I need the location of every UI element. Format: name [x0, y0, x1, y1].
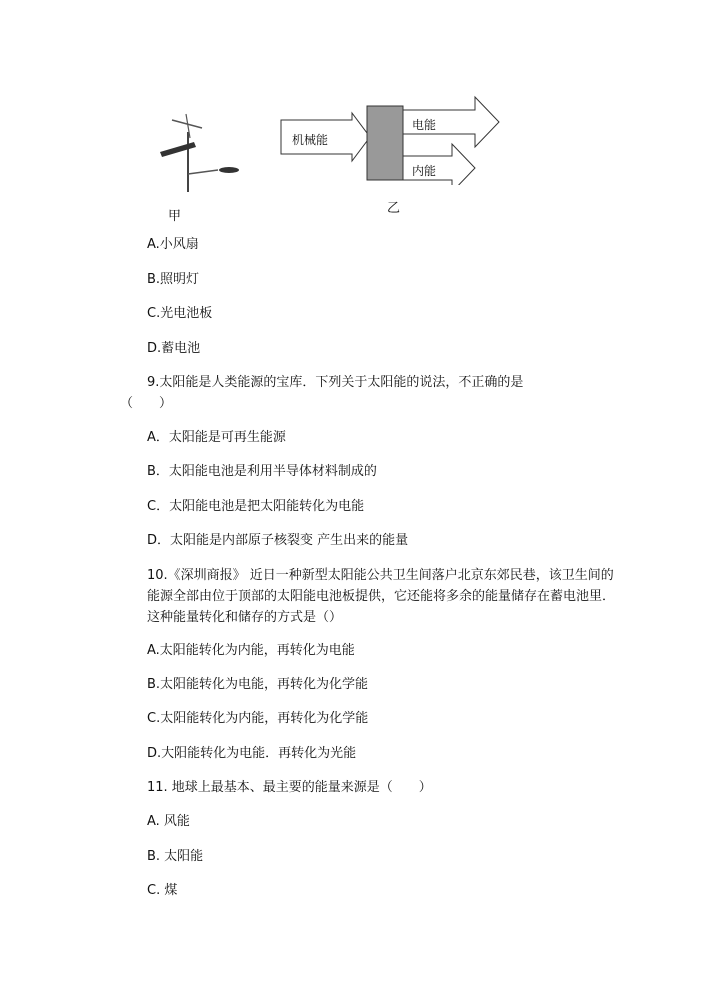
diagram-output-bottom-label: 内能 [412, 164, 437, 178]
diagram-output-top-label: 电能 [412, 118, 437, 132]
q9-option-a: A．太阳能是可再生能源 [147, 430, 286, 445]
q9-stem-line2: （ ） [120, 396, 173, 411]
diagram-input-label: 机械能 [292, 133, 329, 147]
streetlight-figure [150, 112, 250, 197]
q9-stem-line1: 9.太阳能是人类能源的宝库．下列关于太阳能的说法，不正确的是 [147, 375, 524, 390]
q10-option-d: D.大阳能转化为电能．再转化为光能 [147, 746, 357, 761]
q8-option-b: B.照明灯 [147, 272, 200, 287]
q11-stem: 11. 地球上最基本、最主要的能量来源是（ ） [147, 780, 432, 795]
figure-caption-right: 乙 [387, 201, 401, 216]
q11-option-c: C. 煤 [147, 883, 178, 898]
q9-option-c: C．太阳能电池是把太阳能转化为电能 [147, 499, 365, 514]
q11-option-a: A. 风能 [147, 814, 190, 829]
q8-option-a: A.小风扇 [147, 237, 199, 252]
q11-option-b: B. 太阳能 [147, 849, 204, 864]
q9-option-b: B．太阳能电池是利用半导体材料制成的 [147, 464, 377, 479]
q10-option-a: A.太阳能转化为内能，再转化为电能 [147, 643, 355, 658]
q8-option-c: C.光电池板 [147, 306, 213, 321]
q10-option-b: B.太阳能转化为电能，再转化为化学能 [147, 677, 369, 692]
q8-option-d: D.蓄电池 [147, 341, 201, 356]
q9-option-d: D．太阳能是内部原子核裂变 产生出来的能量 [147, 533, 409, 548]
q10-option-c: C.太阳能转化为内能，再转化为化学能 [147, 711, 369, 726]
figure-caption-left: 甲 [168, 209, 182, 224]
q10-stem: 10.《深圳商报》 近日一种新型太阳能公共卫生间落户北京东郊民巷，该卫生间的能源全部由位于顶部的太阳能电池板提供，它还能将多余的能量储存在蓄电池里．这种能量转化和储存的方式是（） [147, 568, 616, 625]
